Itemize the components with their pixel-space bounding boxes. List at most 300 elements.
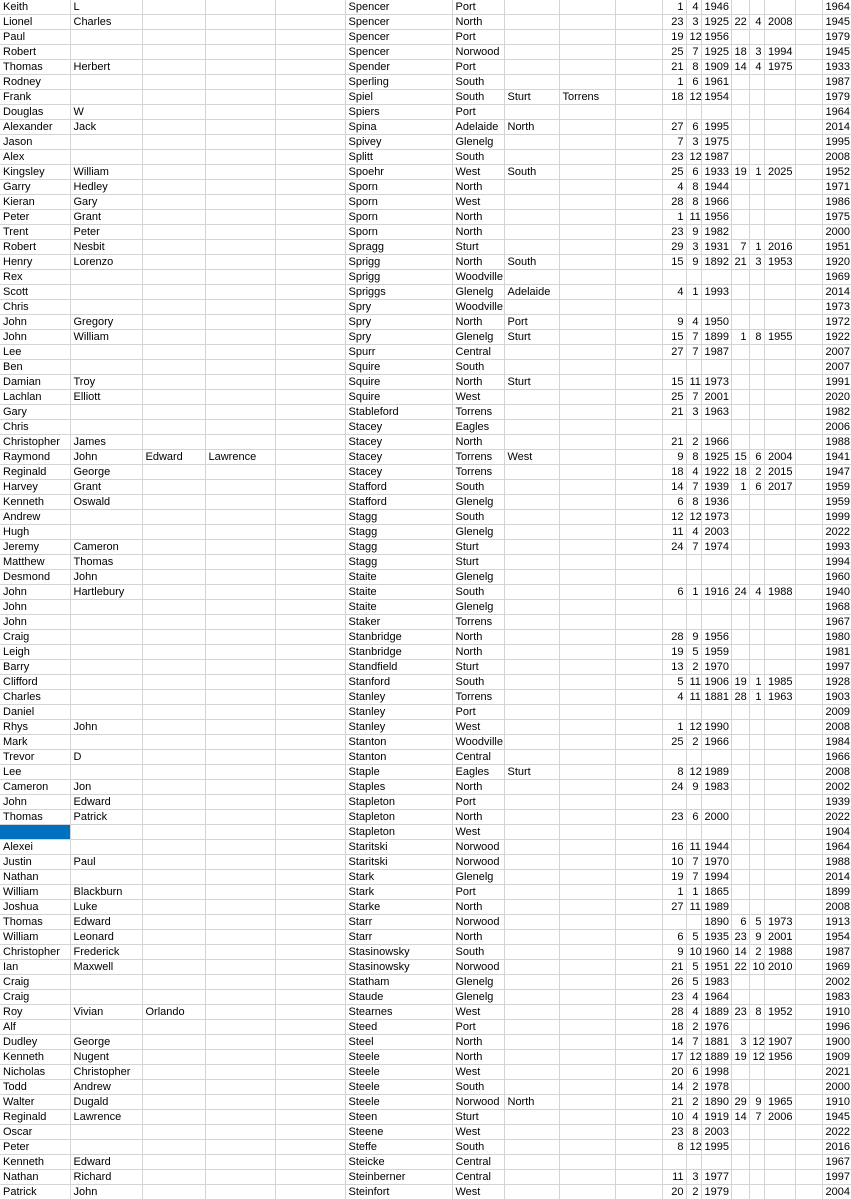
cell[interactable] <box>615 630 662 645</box>
cell[interactable] <box>749 840 764 855</box>
cell[interactable] <box>749 660 764 675</box>
cell[interactable]: Steinberner <box>345 1170 452 1185</box>
cell[interactable]: 7 <box>749 1110 764 1125</box>
cell[interactable]: Ben <box>0 360 70 375</box>
cell[interactable]: Squire <box>345 375 452 390</box>
cell[interactable]: Sporn <box>345 180 452 195</box>
cell[interactable] <box>615 270 662 285</box>
cell[interactable]: 11 <box>686 375 701 390</box>
cell[interactable]: 21 <box>662 405 686 420</box>
cell[interactable] <box>764 75 795 90</box>
cell[interactable] <box>764 210 795 225</box>
cell[interactable] <box>764 135 795 150</box>
cell[interactable] <box>701 750 731 765</box>
cell[interactable] <box>764 780 795 795</box>
cell[interactable]: 1889 <box>701 1050 731 1065</box>
cell[interactable] <box>275 105 345 120</box>
cell[interactable]: 7 <box>731 240 749 255</box>
cell[interactable]: Staker <box>345 615 452 630</box>
cell[interactable]: 1947 <box>822 465 851 480</box>
cell[interactable]: 12 <box>686 510 701 525</box>
cell[interactable]: 12 <box>686 720 701 735</box>
cell[interactable]: Glenelg <box>452 570 504 585</box>
cell[interactable] <box>70 825 142 840</box>
cell[interactable] <box>142 105 205 120</box>
cell[interactable]: North <box>452 375 504 390</box>
cell[interactable]: 1970 <box>701 855 731 870</box>
cell[interactable]: James <box>70 435 142 450</box>
cell[interactable] <box>504 105 559 120</box>
cell[interactable]: 1987 <box>822 945 851 960</box>
cell[interactable]: South <box>452 675 504 690</box>
cell[interactable]: Glenelg <box>452 870 504 885</box>
cell[interactable] <box>749 405 764 420</box>
cell[interactable]: 2007 <box>822 360 851 375</box>
cell[interactable] <box>615 765 662 780</box>
cell[interactable] <box>275 825 345 840</box>
cell[interactable]: Spina <box>345 120 452 135</box>
cell[interactable]: Garry <box>0 180 70 195</box>
cell[interactable] <box>764 810 795 825</box>
cell[interactable] <box>662 750 686 765</box>
cell[interactable] <box>275 1155 345 1170</box>
cell[interactable] <box>275 780 345 795</box>
cell[interactable] <box>615 135 662 150</box>
cell[interactable]: South <box>452 1140 504 1155</box>
cell[interactable] <box>504 1080 559 1095</box>
cell[interactable]: 4 <box>686 315 701 330</box>
cell[interactable]: Woodville <box>452 270 504 285</box>
cell[interactable]: Lawrence <box>70 1110 142 1125</box>
cell[interactable]: Robert <box>0 240 70 255</box>
cell[interactable] <box>504 690 559 705</box>
cell[interactable]: North <box>452 900 504 915</box>
cell[interactable]: Sturt <box>504 765 559 780</box>
cell[interactable]: 1961 <box>701 75 731 90</box>
cell[interactable] <box>504 810 559 825</box>
cell[interactable] <box>559 120 615 135</box>
cell[interactable]: Lorenzo <box>70 255 142 270</box>
cell[interactable]: 1928 <box>822 675 851 690</box>
cell[interactable] <box>205 435 275 450</box>
cell[interactable] <box>764 525 795 540</box>
cell[interactable]: Grant <box>70 210 142 225</box>
cell[interactable] <box>615 750 662 765</box>
cell[interactable] <box>205 510 275 525</box>
cell[interactable]: Damian <box>0 375 70 390</box>
cell[interactable] <box>749 1125 764 1140</box>
cell[interactable] <box>615 435 662 450</box>
cell[interactable]: 2 <box>686 660 701 675</box>
cell[interactable] <box>142 945 205 960</box>
cell[interactable]: North <box>452 780 504 795</box>
cell[interactable] <box>795 930 822 945</box>
cell[interactable] <box>615 405 662 420</box>
cell[interactable]: 1965 <box>764 1095 795 1110</box>
cell[interactable]: 1 <box>686 285 701 300</box>
cell[interactable]: 3 <box>686 405 701 420</box>
cell[interactable]: 23 <box>662 225 686 240</box>
cell[interactable]: 18 <box>731 465 749 480</box>
cell[interactable] <box>205 1170 275 1185</box>
cell[interactable] <box>70 270 142 285</box>
cell[interactable] <box>749 150 764 165</box>
cell[interactable] <box>701 825 731 840</box>
cell[interactable] <box>615 795 662 810</box>
cell[interactable] <box>275 765 345 780</box>
cell[interactable] <box>205 570 275 585</box>
cell[interactable] <box>205 330 275 345</box>
cell[interactable] <box>205 405 275 420</box>
cell[interactable] <box>731 510 749 525</box>
cell[interactable] <box>764 750 795 765</box>
cell[interactable] <box>559 240 615 255</box>
cell[interactable]: 1975 <box>822 210 851 225</box>
cell[interactable]: 8 <box>749 1005 764 1020</box>
cell[interactable] <box>504 135 559 150</box>
cell[interactable] <box>764 825 795 840</box>
cell[interactable]: 9 <box>686 780 701 795</box>
cell[interactable] <box>615 645 662 660</box>
cell[interactable]: 1967 <box>822 1155 851 1170</box>
cell[interactable] <box>559 915 615 930</box>
cell[interactable] <box>615 1170 662 1185</box>
cell[interactable]: 19 <box>662 30 686 45</box>
cell[interactable] <box>731 765 749 780</box>
cell[interactable]: 3 <box>749 255 764 270</box>
cell[interactable] <box>275 150 345 165</box>
cell[interactable]: 17 <box>662 1050 686 1065</box>
cell[interactable] <box>142 195 205 210</box>
cell[interactable] <box>615 375 662 390</box>
cell[interactable]: 1972 <box>822 315 851 330</box>
cell[interactable] <box>795 405 822 420</box>
cell[interactable]: 1987 <box>822 75 851 90</box>
cell[interactable] <box>504 675 559 690</box>
cell[interactable]: 1900 <box>822 1035 851 1050</box>
cell[interactable] <box>686 570 701 585</box>
cell[interactable] <box>142 900 205 915</box>
cell[interactable] <box>142 825 205 840</box>
cell[interactable] <box>795 795 822 810</box>
cell[interactable]: 1953 <box>764 255 795 270</box>
cell[interactable]: North <box>452 1050 504 1065</box>
cell[interactable] <box>205 855 275 870</box>
cell[interactable] <box>731 420 749 435</box>
cell[interactable] <box>749 990 764 1005</box>
cell[interactable]: 1964 <box>822 105 851 120</box>
cell[interactable] <box>764 360 795 375</box>
cell[interactable]: 2025 <box>764 165 795 180</box>
cell[interactable]: 2002 <box>822 780 851 795</box>
cell[interactable]: North <box>504 1095 559 1110</box>
cell[interactable] <box>559 645 615 660</box>
cell[interactable] <box>142 990 205 1005</box>
cell[interactable] <box>70 990 142 1005</box>
cell[interactable]: Stanford <box>345 675 452 690</box>
cell[interactable]: 20 <box>662 1065 686 1080</box>
cell[interactable] <box>764 990 795 1005</box>
cell[interactable]: Glenelg <box>452 495 504 510</box>
cell[interactable] <box>142 420 205 435</box>
cell[interactable] <box>205 210 275 225</box>
cell[interactable] <box>731 990 749 1005</box>
cell[interactable] <box>504 825 559 840</box>
cell[interactable]: 1994 <box>701 870 731 885</box>
cell[interactable]: 1985 <box>764 675 795 690</box>
cell[interactable]: West <box>452 720 504 735</box>
cell[interactable]: 29 <box>662 240 686 255</box>
cell[interactable] <box>795 1125 822 1140</box>
cell[interactable]: 6 <box>686 810 701 825</box>
cell[interactable] <box>795 75 822 90</box>
cell[interactable]: Lionel <box>0 15 70 30</box>
cell[interactable]: 1971 <box>822 180 851 195</box>
cell[interactable]: 14 <box>731 60 749 75</box>
cell[interactable]: Craig <box>0 990 70 1005</box>
cell[interactable]: John <box>0 585 70 600</box>
cell[interactable]: Steel <box>345 1035 452 1050</box>
cell[interactable] <box>275 195 345 210</box>
cell[interactable] <box>205 240 275 255</box>
cell[interactable] <box>731 795 749 810</box>
cell[interactable]: Reginald <box>0 465 70 480</box>
cell[interactable] <box>275 285 345 300</box>
cell[interactable]: Staritski <box>345 855 452 870</box>
cell[interactable]: 1 <box>662 210 686 225</box>
cell[interactable]: Lachlan <box>0 390 70 405</box>
cell[interactable] <box>275 645 345 660</box>
cell[interactable] <box>205 180 275 195</box>
cell[interactable]: 2022 <box>822 525 851 540</box>
cell[interactable]: 19 <box>662 645 686 660</box>
cell[interactable]: Hugh <box>0 525 70 540</box>
cell[interactable] <box>142 1020 205 1035</box>
cell[interactable] <box>205 60 275 75</box>
cell[interactable] <box>764 735 795 750</box>
cell[interactable]: South <box>452 480 504 495</box>
cell[interactable]: George <box>70 1035 142 1050</box>
cell[interactable] <box>615 255 662 270</box>
cell[interactable] <box>559 180 615 195</box>
cell[interactable] <box>559 810 615 825</box>
cell[interactable]: Torrens <box>452 465 504 480</box>
cell[interactable] <box>559 1110 615 1125</box>
cell[interactable]: 2022 <box>822 1125 851 1140</box>
cell[interactable] <box>275 345 345 360</box>
cell[interactable]: 9 <box>662 315 686 330</box>
cell[interactable]: 1973 <box>822 300 851 315</box>
cell[interactable]: 2016 <box>764 240 795 255</box>
cell[interactable] <box>504 15 559 30</box>
cell[interactable] <box>795 60 822 75</box>
cell[interactable]: 2003 <box>701 525 731 540</box>
cell[interactable] <box>749 285 764 300</box>
cell[interactable]: Starr <box>345 915 452 930</box>
cell[interactable] <box>275 270 345 285</box>
cell[interactable]: North <box>452 210 504 225</box>
cell[interactable] <box>275 15 345 30</box>
cell[interactable]: Grant <box>70 480 142 495</box>
cell[interactable]: 2008 <box>822 765 851 780</box>
cell[interactable] <box>764 870 795 885</box>
cell[interactable]: Standfield <box>345 660 452 675</box>
cell[interactable] <box>559 15 615 30</box>
cell[interactable] <box>764 300 795 315</box>
cell[interactable] <box>205 1095 275 1110</box>
cell[interactable]: George <box>70 465 142 480</box>
cell[interactable]: 4 <box>662 690 686 705</box>
cell[interactable]: Stanley <box>345 705 452 720</box>
cell[interactable] <box>764 315 795 330</box>
cell[interactable] <box>559 750 615 765</box>
cell[interactable] <box>559 495 615 510</box>
cell[interactable]: 1925 <box>701 45 731 60</box>
cell[interactable] <box>749 105 764 120</box>
cell[interactable]: 21 <box>662 960 686 975</box>
cell[interactable]: 10 <box>686 945 701 960</box>
cell[interactable] <box>764 705 795 720</box>
cell[interactable] <box>615 1155 662 1170</box>
cell[interactable]: Jeremy <box>0 540 70 555</box>
cell[interactable] <box>662 600 686 615</box>
cell[interactable]: Stagg <box>345 555 452 570</box>
cell[interactable]: Kieran <box>0 195 70 210</box>
cell[interactable] <box>559 1005 615 1020</box>
cell[interactable]: 9 <box>686 225 701 240</box>
cell[interactable] <box>559 765 615 780</box>
cell[interactable] <box>731 1125 749 1140</box>
cell[interactable] <box>142 675 205 690</box>
cell[interactable] <box>795 135 822 150</box>
cell[interactable]: Nathan <box>0 870 70 885</box>
cell[interactable] <box>615 1080 662 1095</box>
cell[interactable]: Splitt <box>345 150 452 165</box>
cell[interactable]: Spry <box>345 330 452 345</box>
cell[interactable] <box>205 600 275 615</box>
cell[interactable]: John <box>70 1185 142 1200</box>
cell[interactable] <box>559 1140 615 1155</box>
cell[interactable]: South <box>452 1080 504 1095</box>
cell[interactable]: 1989 <box>701 900 731 915</box>
cell[interactable] <box>615 120 662 135</box>
cell[interactable]: Rex <box>0 270 70 285</box>
cell[interactable]: Glenelg <box>452 525 504 540</box>
cell[interactable]: 1925 <box>701 15 731 30</box>
cell[interactable]: 1925 <box>701 450 731 465</box>
cell[interactable] <box>615 1005 662 1020</box>
cell[interactable] <box>205 945 275 960</box>
cell[interactable]: 1995 <box>822 135 851 150</box>
cell[interactable] <box>142 660 205 675</box>
cell[interactable] <box>142 1035 205 1050</box>
cell[interactable]: 24 <box>662 540 686 555</box>
cell[interactable]: 4 <box>662 180 686 195</box>
cell[interactable] <box>749 510 764 525</box>
cell[interactable] <box>275 735 345 750</box>
cell[interactable]: 1974 <box>701 540 731 555</box>
cell[interactable] <box>731 300 749 315</box>
cell[interactable] <box>275 315 345 330</box>
cell[interactable] <box>504 525 559 540</box>
cell[interactable] <box>764 510 795 525</box>
cell[interactable] <box>504 570 559 585</box>
cell[interactable]: 1952 <box>822 165 851 180</box>
cell[interactable]: Norwood <box>452 960 504 975</box>
cell[interactable] <box>615 300 662 315</box>
cell[interactable]: 1946 <box>701 0 731 15</box>
cell[interactable]: Desmond <box>0 570 70 585</box>
cell[interactable] <box>504 465 559 480</box>
cell[interactable]: 12 <box>686 765 701 780</box>
cell[interactable] <box>795 1095 822 1110</box>
cell[interactable]: Hedley <box>70 180 142 195</box>
cell[interactable]: L <box>70 0 142 15</box>
cell[interactable] <box>795 840 822 855</box>
cell[interactable]: Paul <box>70 855 142 870</box>
cell[interactable] <box>731 180 749 195</box>
cell[interactable] <box>559 480 615 495</box>
cell[interactable] <box>142 960 205 975</box>
cell[interactable]: Sporn <box>345 225 452 240</box>
cell[interactable]: 1 <box>662 75 686 90</box>
cell[interactable]: Glenelg <box>452 330 504 345</box>
cell[interactable]: 10 <box>662 1110 686 1125</box>
cell[interactable]: Richard <box>70 1170 142 1185</box>
cell[interactable]: Spencer <box>345 0 452 15</box>
cell[interactable]: 3 <box>686 240 701 255</box>
cell[interactable] <box>205 165 275 180</box>
cell[interactable]: Port <box>452 30 504 45</box>
cell[interactable]: Mark <box>0 735 70 750</box>
cell[interactable] <box>142 255 205 270</box>
cell[interactable]: 1987 <box>701 150 731 165</box>
cell[interactable] <box>559 1185 615 1200</box>
cell[interactable] <box>764 345 795 360</box>
cell[interactable]: Clifford <box>0 675 70 690</box>
cell[interactable]: 8 <box>686 1125 701 1140</box>
cell[interactable] <box>764 1080 795 1095</box>
cell[interactable]: 19 <box>731 1050 749 1065</box>
cell[interactable] <box>205 870 275 885</box>
cell[interactable]: 18 <box>731 45 749 60</box>
cell[interactable]: Stark <box>345 870 452 885</box>
cell[interactable]: 2004 <box>822 1185 851 1200</box>
cell[interactable]: 23 <box>662 150 686 165</box>
cell[interactable] <box>559 510 615 525</box>
cell[interactable]: 1920 <box>822 255 851 270</box>
cell[interactable] <box>615 0 662 15</box>
cell[interactable] <box>559 675 615 690</box>
cell[interactable] <box>795 525 822 540</box>
cell[interactable] <box>795 90 822 105</box>
cell[interactable]: 29 <box>731 1095 749 1110</box>
cell[interactable] <box>559 960 615 975</box>
cell[interactable] <box>795 810 822 825</box>
cell[interactable] <box>275 1035 345 1050</box>
cell[interactable] <box>275 165 345 180</box>
cell[interactable]: 11 <box>686 900 701 915</box>
cell[interactable] <box>749 300 764 315</box>
cell[interactable] <box>749 1185 764 1200</box>
cell[interactable] <box>764 975 795 990</box>
cell[interactable] <box>701 300 731 315</box>
cell[interactable]: Edward <box>70 795 142 810</box>
cell[interactable]: Gregory <box>70 315 142 330</box>
cell[interactable] <box>142 300 205 315</box>
cell[interactable] <box>205 1155 275 1170</box>
cell[interactable] <box>749 1155 764 1170</box>
